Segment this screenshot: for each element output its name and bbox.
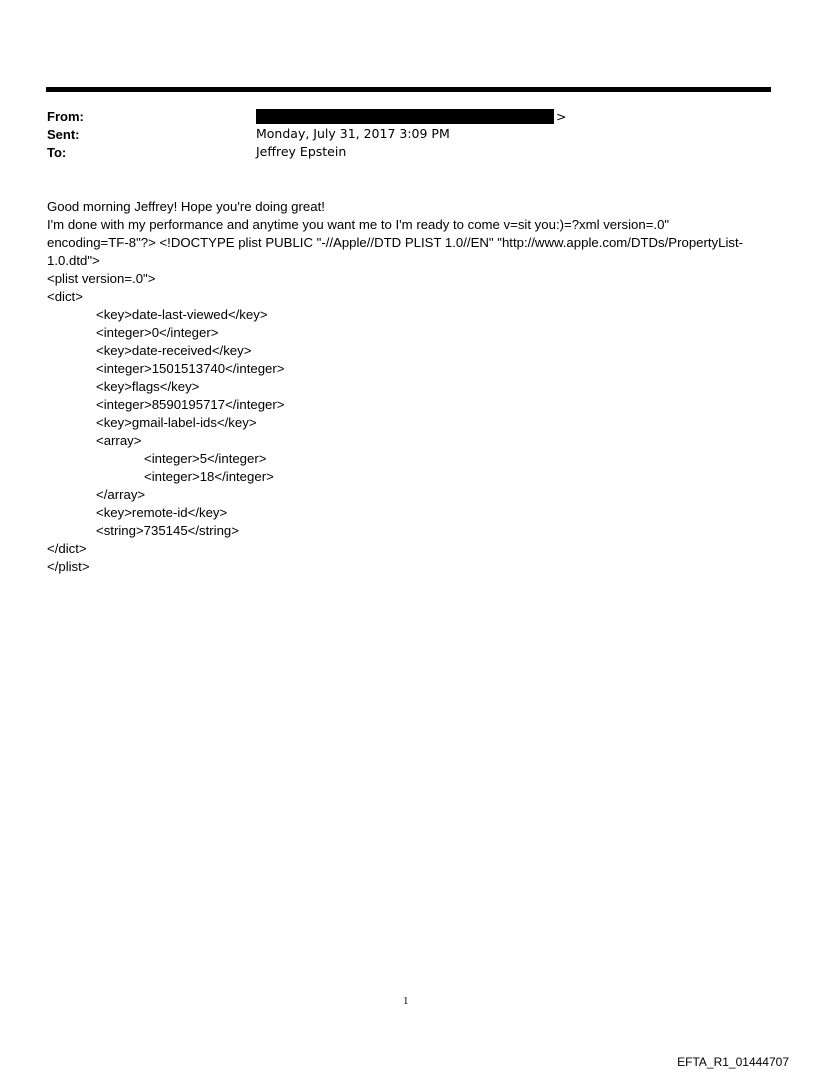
- body-line: </plist>: [47, 559, 90, 574]
- body-line: <integer>18</integer>: [144, 469, 274, 484]
- email-body: [47, 198, 767, 576]
- header-rule: [46, 87, 771, 92]
- body-line: <string>735145</string>: [96, 523, 239, 538]
- from-label: From:: [47, 109, 84, 124]
- from-value: [256, 109, 566, 125]
- redaction-block: [256, 109, 554, 124]
- sent-label: Sent:: [47, 127, 80, 142]
- document-id: EFTA_R1_01444707: [677, 1055, 789, 1069]
- body-line: </dict>: [47, 541, 87, 556]
- body-line: Good morning Jeffrey! Hope you're doing great!: [47, 199, 325, 214]
- to-value: Jeffrey Epstein: [256, 144, 347, 159]
- body-line: <key>gmail-label-ids</key>: [96, 415, 257, 430]
- body-line: <integer>8590195717</integer>: [96, 397, 285, 412]
- body-line: <key>date-last-viewed</key>: [96, 307, 268, 322]
- body-line: <key>remote-id</key>: [96, 505, 228, 520]
- body-line: <dict>: [47, 289, 83, 304]
- body-line: <key>date-received</key>: [96, 343, 252, 358]
- body-line: <plist version=.0">: [47, 271, 156, 286]
- sent-value: Monday, July 31, 2017 3:09 PM: [256, 126, 450, 141]
- to-label: To:: [47, 145, 67, 160]
- body-line: encoding=TF-8"?> <!DOCTYPE plist PUBLIC "-//Apple//DTD PLIST 1.0//EN" "http://www.apple.com/DTDs/PropertyList-: [47, 235, 744, 250]
- body-line: <integer>1501513740</integer>: [96, 361, 285, 376]
- body-line: I'm done with my performance and anytime you want me to I'm ready to come v=sit you:)=?xml version=.0": [47, 217, 670, 232]
- body-line: <integer>5</integer>: [144, 451, 267, 466]
- body-line: <key>flags</key>: [96, 379, 200, 394]
- from-value-suffix: >: [556, 109, 567, 124]
- body-line: <integer>0</integer>: [96, 325, 219, 340]
- body-line: 1.0.dtd">: [47, 253, 100, 268]
- page-number: 1: [403, 995, 409, 1007]
- body-line: <array>: [96, 433, 142, 448]
- body-line: </array>: [96, 487, 146, 502]
